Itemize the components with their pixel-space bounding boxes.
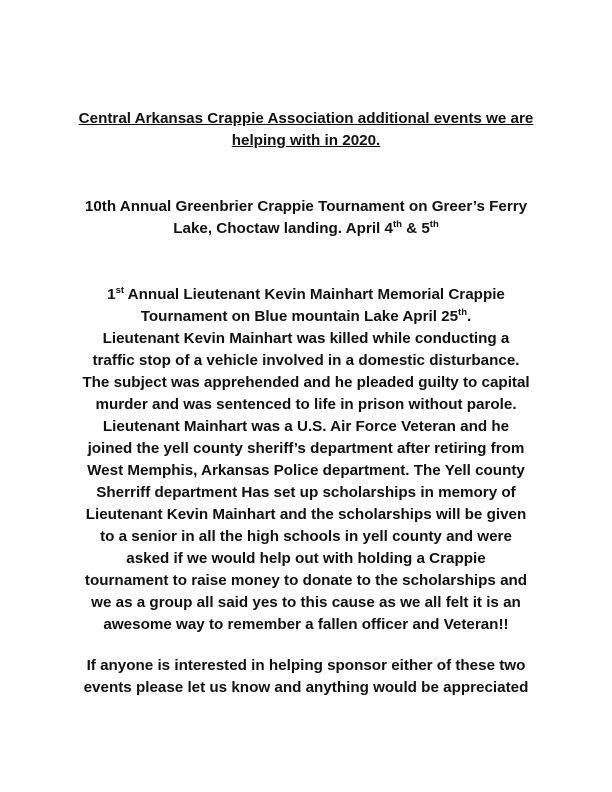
event2-date-suffix: th [458, 306, 468, 318]
event2-ordinal-suffix: st [115, 284, 125, 296]
event2-body-line: murder and was sentenced to life in prison without parole. [95, 396, 517, 413]
event2-body-line: traffic stop of a vehicle involved in a domestic disturbance. [92, 352, 520, 369]
title-line-1: Central Arkansas Crappie Association additional events we are [78, 110, 534, 127]
event1-date-text-2: & 5 [401, 220, 430, 237]
event2-heading-line-2 [66, 306, 546, 328]
event2-body-line: Sherriff department Has set up scholarships in memory of [96, 484, 516, 501]
event2-body-line: awesome way to remember a fallen officer and Veteran!! [103, 616, 509, 633]
event2-body-line: we as a group all said yes to this cause as we all felt it is an [91, 594, 521, 611]
event2-body-line: The subject was apprehended and he pleaded guilty to capital [82, 374, 530, 391]
event2-ordinal-number: 1 [107, 286, 116, 303]
event2-body-line: Lieutenant Kevin Mainhart was killed while conducting a [102, 330, 510, 347]
event2-body-line: Lieutenant Mainhart was a U.S. Air Force Veteran and he [102, 418, 510, 435]
event1-ordinal-suffix: th [392, 218, 402, 230]
sponsor-request [60, 655, 552, 699]
event1-date-text: Lake, Choctaw landing. April 4 [173, 220, 393, 237]
event2-body-line: Lieutenant Kevin Mainhart and the scholarships will be given [85, 506, 527, 523]
event1-line-1: 10th Annual Greenbrier Crappie Tournament on Greer’s Ferry [84, 198, 528, 215]
closing-line-2: events please let us know and anything would be appreciated [83, 679, 529, 696]
event2-date-period: . [467, 308, 472, 325]
event2-body-line: asked if we would help out with holding a Crappie [126, 550, 486, 567]
event2-body-line: to a senior in all the high schools in yell county and were [100, 528, 512, 545]
closing-line-1: If anyone is interested in helping sponsor either of these two [86, 657, 526, 674]
event-greenbrier-tournament [60, 196, 552, 240]
event2-body-line: tournament to raise money to donate to the scholarships and [84, 572, 528, 589]
event2-body-line: West Memphis, Arkansas Police department. The Yell county [87, 462, 525, 479]
event2-heading-text: Annual Lieutenant Kevin Mainhart Memorial Crappie [124, 286, 505, 303]
event2-heading-line-1 [66, 284, 546, 306]
event2-body-line: joined the yell county sheriff’s department after retiring from [87, 440, 525, 457]
event-mainhart-memorial [66, 284, 546, 636]
title-line-2: helping with in 2020. [231, 132, 381, 149]
event1-line-2 [60, 218, 552, 240]
document-title [60, 108, 552, 152]
event2-date-text: Tournament on Blue mountain Lake April 25 [140, 308, 459, 325]
event1-ordinal-suffix-2: th [429, 218, 439, 230]
